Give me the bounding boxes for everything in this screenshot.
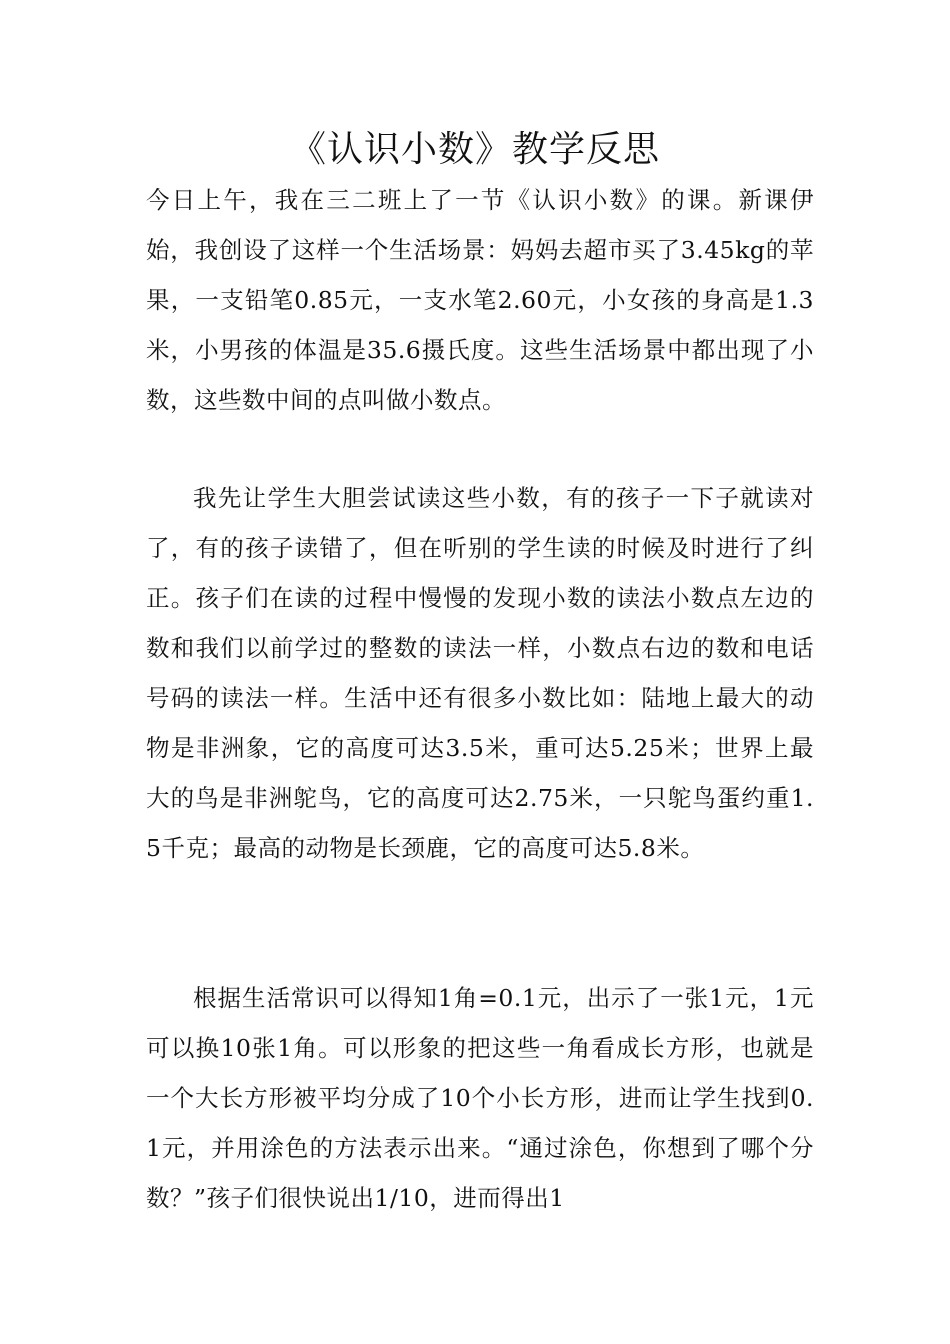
paragraph-2: 我先让学生大胆尝试读这些小数，有的孩子一下子就读对了，有的孩子读错了，但在听别的学生读的时候及时进行了纠正。孩子们在读的过程中慢慢的发现小数的读法小数点左边的数和我们以前学过的整数的读法一样，小数点右边的数和电话号码的读法一样。生活中还有很多小数比如：陆地上最大的动物是非洲象，它的高度可达3.5米，重可达5.25米；世界上最大的鸟是非洲鸵鸟，它的高度可达2.75米，一只鸵鸟蛋约重1.5千克；最高的动物是长颈鹿，它的高度可达5.8米。 (146, 484, 814, 862)
paragraph-3: 根据生活常识可以得知1角=0.1元，出示了一张1元，1元可以换10张1角。可以形象的把这些一角看成长方形，也就是一个大长方形被平均分成了10个小长方形，进而让学生找到0.1元，并用涂色的方法表示出来。“通过涂色，你想到了哪个分数？”孩子们很快说出1/10，进而得出1 (146, 984, 814, 1212)
document-title: 《认识小数》教学反思 (289, 129, 660, 170)
paragraph-1: 今日上午，我在三二班上了一节《认识小数》的课。新课伊始，我创设了这样一个生活场景：妈妈去超市买了3.45kg的苹果，一支铅笔0.85元，一支水笔2.60元，小女孩的身高是1.3米，小男孩的体温是35.6摄氏度。这些生活场景中都出现了小数，这些数中间的点叫做小数点。 (146, 186, 814, 414)
